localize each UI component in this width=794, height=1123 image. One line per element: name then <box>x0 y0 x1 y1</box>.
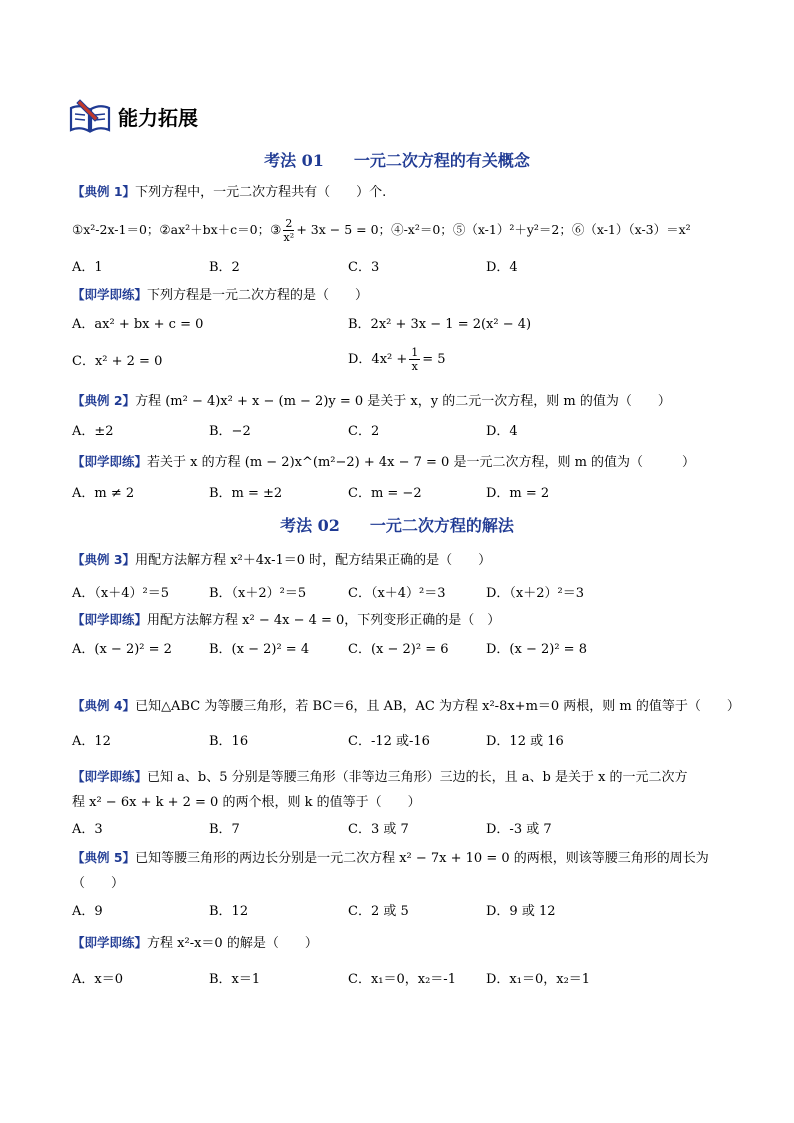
practice-1 <box>72 286 368 305</box>
example-1-option-b: B．2 <box>209 260 240 275</box>
practice-3-option-c: C．(x − 2)² = 6 <box>348 642 449 657</box>
section-2-heading <box>0 513 794 536</box>
example-1-equations <box>72 217 691 244</box>
practice-1-option-d: D．4x² + $\frac{1}{x}$ = 5 <box>348 346 446 373</box>
header-title: 能力拓展 <box>118 105 198 130</box>
example-5-question-line-1: 已知等腰三角形的两边长分别是一元二次方程 x² − 7x + 10 = 0 的两根，则该等腰三角形的周长为 <box>135 851 709 866</box>
practice-5-option-b: B．x＝1 <box>209 972 261 987</box>
practice-4-option-d: D．-3 或 7 <box>486 822 552 837</box>
practice-1-option-c: C．x² + 2 = 0 <box>72 354 163 369</box>
example-4-option-c: C．-12 或-16 <box>348 734 430 749</box>
example-2-option-c: C．2 <box>348 424 380 439</box>
open-book-icon <box>68 98 112 134</box>
practice-5-tag: 【即学即练】 <box>72 935 148 950</box>
example-3-question: 用配方法解方程 x²＋4x-1＝0 时，配方结果正确的是（ ） <box>135 553 492 568</box>
practice-4-option-a: A．3 <box>72 822 103 837</box>
example-4-question: 已知△ABC 为等腰三角形，若 BC＝6，且 AB，AC 为方程 x²-8x+m＝0 两根，则 m 的值等于（ ） <box>135 699 740 714</box>
example-3 <box>72 551 491 570</box>
practice-5-option-d: D．x₁＝0，x₂＝1 <box>486 972 591 987</box>
practice-3-tag: 【即学即练】 <box>72 612 148 627</box>
practice-4-question-line-1: 已知 a、b、5 分别是等腰三角形（非等边三角形）三边的长，且 a、b 是关于 x 的一元二次方 <box>147 770 688 785</box>
example-4-tag: 【典例 4】 <box>72 698 136 713</box>
example-5 <box>72 849 709 868</box>
equation-1: ①x²-2x-1＝0； <box>72 222 160 237</box>
section-header <box>68 98 198 134</box>
example-2 <box>72 392 671 411</box>
example-4-option-b: B．16 <box>209 734 249 749</box>
practice-5 <box>72 934 318 953</box>
equation-6: ⑥（x-1）（x-3）＝x² <box>571 222 691 237</box>
practice-4-question-line-2: 程 x² − 6x + k + 2 = 0 的两个根，则 k 的值等于（ ） <box>72 795 421 810</box>
example-5-option-b: B．12 <box>209 904 249 919</box>
example-3-option-d: D．（x＋2）²＝3 <box>486 586 585 601</box>
practice-2-option-d: D．m = 2 <box>486 486 550 501</box>
example-3-option-a: A．（x＋4）²＝5 <box>72 586 169 601</box>
practice-3 <box>72 611 500 630</box>
example-2-option-b: B．−2 <box>209 424 251 439</box>
practice-3-option-b: B．(x − 2)² = 4 <box>209 642 310 657</box>
practice-2-option-c: C．m = −2 <box>348 486 422 501</box>
practice-5-option-a: A．x＝0 <box>72 972 123 987</box>
section-1-title: 一元二次方程的有关概念 <box>353 151 530 170</box>
section-1-heading <box>0 148 794 171</box>
example-5-option-a: A．9 <box>72 904 103 919</box>
practice-3-option-a: A．(x − 2)² = 2 <box>72 642 172 657</box>
section-2-label: 考法 02 <box>280 516 340 535</box>
practice-1-option-b: B．2x² + 3x − 1 = 2(x² − 4) <box>348 317 532 332</box>
practice-2 <box>72 453 695 472</box>
example-5-option-d: D．9 或 12 <box>486 904 556 919</box>
example-2-option-a: A．±2 <box>72 424 114 439</box>
example-2-tag: 【典例 2】 <box>72 393 136 408</box>
equation-2: ②ax²＋bx＋c＝0； <box>159 222 271 237</box>
practice-1-option-a: A．ax² + bx + c = 0 <box>72 317 204 332</box>
example-1 <box>72 183 386 202</box>
example-5-tag: 【典例 5】 <box>72 850 136 865</box>
practice-4-option-c: C．3 或 7 <box>348 822 409 837</box>
fraction-1-over-x: $\frac{1}{x}$ <box>411 346 419 373</box>
practice-2-option-a: A．m ≠ 2 <box>72 486 135 501</box>
example-1-option-d: D．4 <box>486 260 518 275</box>
equation-5: ⑤（x-1）²＋y²＝2； <box>452 222 572 237</box>
example-4 <box>72 697 740 716</box>
example-5-option-c: C．2 或 5 <box>348 904 409 919</box>
example-3-tag: 【典例 3】 <box>72 552 136 567</box>
example-4-option-a: A．12 <box>72 734 111 749</box>
example-3-option-c: C．（x＋4）²＝3 <box>348 586 446 601</box>
example-1-option-c: C．3 <box>348 260 380 275</box>
equation-3: ③ $\frac{2}{\text{x²}}$ + 3x − 5 = 0； <box>270 217 392 244</box>
example-3-option-b: B．（x＋2）²＝5 <box>209 586 307 601</box>
section-2-title: 一元二次方程的解法 <box>369 516 514 535</box>
example-2-question: 方程 (m² − 4)x² + x − (m − 2)y = 0 是关于 x，y 的二元一次方程，则 m 的值为（ ） <box>135 394 671 409</box>
practice-2-question: 若关于 x 的方程 (m − 2)x^(m²−2) + 4x − 7 = 0 是一元二次方程，则 m 的值为（ ） <box>147 455 696 470</box>
example-1-tag: 【典例 1】 <box>72 184 136 199</box>
example-4-option-d: D．12 或 16 <box>486 734 564 749</box>
practice-1-question: 下列方程是一元二次方程的是（ ） <box>147 288 369 303</box>
practice-2-option-b: B．m = ±2 <box>209 486 283 501</box>
example-1-option-a: A．1 <box>72 260 103 275</box>
section-1-label: 考法 01 <box>264 151 324 170</box>
equation-4: ④-x²＝0； <box>391 222 453 237</box>
practice-4-tag: 【即学即练】 <box>72 769 148 784</box>
practice-3-question: 用配方法解方程 x² − 4x − 4 = 0，下列变形正确的是（ ） <box>147 613 501 628</box>
example-1-question: 下列方程中，一元二次方程共有（ ）个. <box>135 185 387 200</box>
practice-5-option-c: C．x₁＝0，x₂＝-1 <box>348 972 456 987</box>
example-2-option-d: D．4 <box>486 424 518 439</box>
practice-2-tag: 【即学即练】 <box>72 454 148 469</box>
practice-4-option-b: B．7 <box>209 822 240 837</box>
example-5-question-line-2: （ ） <box>72 876 125 891</box>
practice-4 <box>72 768 688 787</box>
practice-1-tag: 【即学即练】 <box>72 287 148 302</box>
fraction-2-over-x2: $\frac{2}{\text{x²}}$ <box>283 217 295 244</box>
practice-3-option-d: D．(x − 2)² = 8 <box>486 642 587 657</box>
practice-5-question: 方程 x²-x＝0 的解是（ ） <box>147 936 318 951</box>
